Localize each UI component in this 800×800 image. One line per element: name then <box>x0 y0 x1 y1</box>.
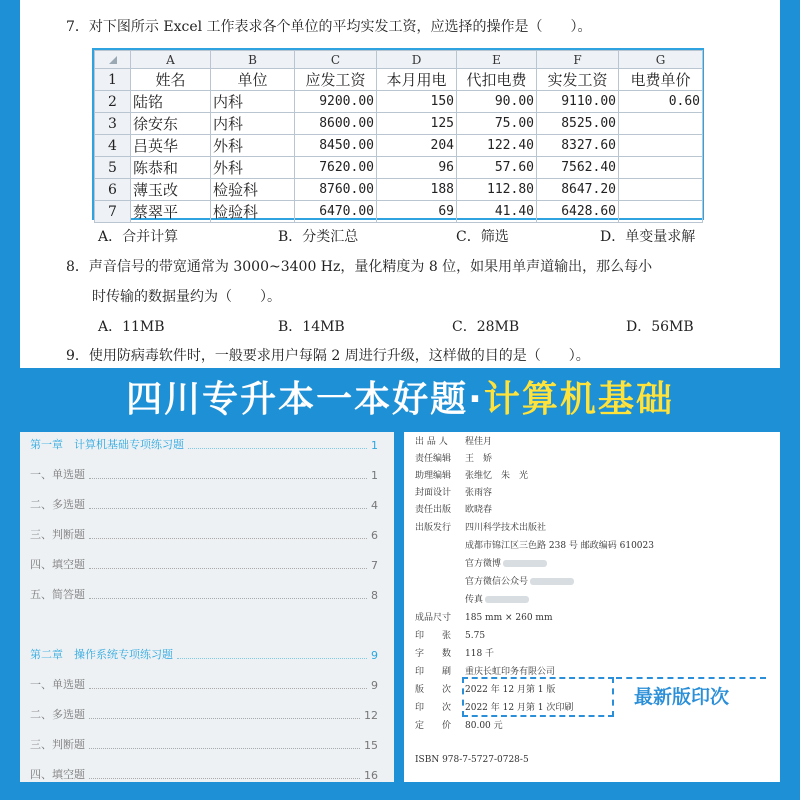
table-cell: 8525.00 <box>537 113 619 135</box>
toc-label: 四、填空题 <box>30 558 85 571</box>
copyright-label: 出 品 人 <box>415 437 448 447</box>
table-cell: 8327.60 <box>537 135 619 157</box>
col-header: B <box>211 51 295 69</box>
toc-page-number: 9 <box>371 649 378 662</box>
table-cell: 204 <box>377 135 457 157</box>
toc-entry <box>30 556 378 572</box>
table-cell: 7562.40 <box>537 157 619 179</box>
copyright-line <box>415 630 485 642</box>
toc-label: 一、单选题 <box>30 678 85 691</box>
copyright-value: 官方微博 <box>465 559 502 569</box>
copyright-line <box>415 504 492 516</box>
q8-option-c: C．28MB <box>452 319 520 335</box>
toc-page-number: 1 <box>371 439 378 452</box>
table-cell: 57.60 <box>457 157 537 179</box>
table-cell: 检验科 <box>211 201 295 223</box>
copyright-line <box>415 754 529 766</box>
toc-leader-dots <box>89 718 360 719</box>
question-8-line-1: 8．声音信号的带宽通常为 3000~3400 Hz，量化精度为 8 位，如果用单声道输出，那么每小 <box>66 259 653 275</box>
toc-page-number: 9 <box>371 679 378 692</box>
table-row <box>95 157 703 179</box>
copyright-line <box>415 470 528 482</box>
latest-edition-badge: 最新版印次 <box>634 686 730 708</box>
toc-page-number: 4 <box>371 499 378 512</box>
table-cell: 112.80 <box>457 179 537 201</box>
table-cell: 7620.00 <box>295 157 377 179</box>
table-cell: 122.40 <box>457 135 537 157</box>
toc-label: 一、单选题 <box>30 468 85 481</box>
table-cell: 8600.00 <box>295 113 377 135</box>
table-cell: 188 <box>377 179 457 201</box>
table-cell <box>619 201 703 223</box>
toc-leader-dots <box>188 448 367 449</box>
copyright-label: 成品尺寸 <box>415 613 452 623</box>
row-number: 4 <box>95 135 131 157</box>
banner-title-white: 四川专升本一本好题· <box>126 379 484 420</box>
table-cell: 蔡翠平 <box>131 201 211 223</box>
toc-entry <box>30 586 378 602</box>
row-number: 7 <box>95 201 131 223</box>
table-cell: 75.00 <box>457 113 537 135</box>
table-cell: 0.60 <box>619 91 703 113</box>
q7-option-b: B．分类汇总 <box>278 229 359 245</box>
table-cell: 内科 <box>211 113 295 135</box>
question-7: 7．对下图所示 Excel 工作表求各个单位的平均实发工资，应选择的操作是（ ）。 <box>66 19 592 35</box>
copyright-value: 重庆长虹印务有限公司 <box>465 667 556 677</box>
copyright-label: 出版发行 <box>415 523 452 533</box>
col-header: A <box>131 51 211 69</box>
copyright-value: 张雨容 <box>465 488 493 498</box>
row-number: 1 <box>95 69 131 91</box>
copyright-line <box>415 522 546 534</box>
toc-entry <box>30 526 378 542</box>
copyright-label: 定 价 <box>415 721 452 731</box>
copyright-label: 责任出版 <box>415 505 452 515</box>
col-header: F <box>537 51 619 69</box>
highlight-connector-line <box>616 677 766 679</box>
copyright-value: 欧晓春 <box>465 505 493 515</box>
select-all-icon <box>109 56 117 64</box>
table-cell: 检验科 <box>211 179 295 201</box>
table-cell: 8760.00 <box>295 179 377 201</box>
table-cell: 陈恭和 <box>131 157 211 179</box>
table-cell: 8450.00 <box>295 135 377 157</box>
toc-chapter <box>30 646 378 662</box>
row-number: 6 <box>95 179 131 201</box>
exam-page-top <box>20 0 780 368</box>
table-cell: 6428.60 <box>537 201 619 223</box>
table-header-row <box>95 69 703 91</box>
copyright-value: 80.00 元 <box>465 721 503 731</box>
copyright-line <box>465 558 547 570</box>
toc-entry <box>30 706 378 722</box>
q8-option-a: A．11MB <box>98 319 165 335</box>
col-header: E <box>457 51 537 69</box>
banner-title-yellow: 计算机基础 <box>483 379 674 420</box>
copyright-value: 官方微信公众号 <box>465 577 529 587</box>
toc-leader-dots <box>89 688 367 689</box>
toc-chapter <box>30 436 378 452</box>
copyright-value: ISBN 978-7-5727-0728-5 <box>415 755 529 765</box>
toc-leader-dots <box>89 748 360 749</box>
table-cell: 41.40 <box>457 201 537 223</box>
copyright-value: 王 娇 <box>465 454 493 464</box>
toc-page-number: 12 <box>364 709 378 722</box>
toc-label: 第一章 计算机基础专项练习题 <box>30 438 184 451</box>
col-header: C <box>295 51 377 69</box>
copyright-value: 185 mm × 260 mm <box>465 613 553 623</box>
q8-option-d: D．56MB <box>626 319 694 335</box>
copyright-line <box>465 540 654 552</box>
table-cell: 9110.00 <box>537 91 619 113</box>
table-row <box>95 91 703 113</box>
toc-leader-dots <box>89 478 367 479</box>
toc-leader-dots <box>89 568 367 569</box>
row-number: 3 <box>95 113 131 135</box>
toc-label: 三、判断题 <box>30 738 85 751</box>
toc-label: 五、简答题 <box>30 588 85 601</box>
blurred-text <box>503 560 547 567</box>
header-cell: 实发工资 <box>537 69 619 91</box>
table-cell <box>619 113 703 135</box>
table-cell: 吕英华 <box>131 135 211 157</box>
table-of-contents <box>20 432 394 782</box>
toc-leader-dots <box>89 598 367 599</box>
copyright-value: 2022 年 12 月第 1 次印刷 <box>465 703 574 713</box>
edition-highlight-box <box>462 677 614 717</box>
copyright-line <box>415 648 494 660</box>
row-number: 5 <box>95 157 131 179</box>
header-cell: 本月用电 <box>377 69 457 91</box>
col-header: G <box>619 51 703 69</box>
copyright-value: 成都市锦江区三色路 238 号 邮政编码 610023 <box>465 541 654 551</box>
toc-entry <box>30 466 378 482</box>
table-cell: 徐安东 <box>131 113 211 135</box>
table-row <box>95 201 703 223</box>
copyright-value: 程佳月 <box>465 437 493 447</box>
toc-label: 三、判断题 <box>30 528 85 541</box>
toc-entry <box>30 496 378 512</box>
header-cell: 姓名 <box>131 69 211 91</box>
toc-leader-dots <box>89 778 360 779</box>
copyright-value: 2022 年 12 月第 1 版 <box>465 685 556 695</box>
toc-entry <box>30 766 378 782</box>
copyright-line <box>465 594 529 606</box>
header-cell: 代扣电费 <box>457 69 537 91</box>
copyright-line <box>415 453 492 465</box>
toc-page-number: 8 <box>371 589 378 602</box>
toc-label: 二、多选题 <box>30 498 85 511</box>
copyright-value: 5.75 <box>465 631 486 641</box>
excel-table <box>94 50 703 223</box>
copyright-value: 张维忆 朱 光 <box>465 471 529 481</box>
table-cell: 外科 <box>211 135 295 157</box>
toc-entry <box>30 736 378 752</box>
copyright-value: 四川科学技术出版社 <box>465 523 547 533</box>
header-cell: 应发工资 <box>295 69 377 91</box>
excel-body <box>95 91 703 223</box>
table-cell <box>619 135 703 157</box>
question-9: 9．使用防病毒软件时，一般要求用户每隔 2 周进行升级，这样做的目的是（ ）。 <box>66 348 590 364</box>
table-cell: 8647.20 <box>537 179 619 201</box>
q8-option-b: B．14MB <box>278 319 345 335</box>
row-number: 2 <box>95 91 131 113</box>
toc-page-number: 6 <box>371 529 378 542</box>
table-cell: 125 <box>377 113 457 135</box>
toc-page-number: 16 <box>364 769 378 782</box>
toc-page-number: 7 <box>371 559 378 572</box>
copyright-line <box>415 720 503 732</box>
copyright-label: 印 次 <box>415 703 452 713</box>
copyright-line <box>415 436 492 448</box>
column-header-row <box>95 51 703 69</box>
col-header: D <box>377 51 457 69</box>
table-cell: 9200.00 <box>295 91 377 113</box>
toc-leader-dots <box>89 538 367 539</box>
toc-page-number: 15 <box>364 739 378 752</box>
copyright-label: 助理编辑 <box>415 471 452 481</box>
table-row <box>95 179 703 201</box>
header-cell: 电费单价 <box>619 69 703 91</box>
copyright-line <box>415 487 492 499</box>
table-cell: 内科 <box>211 91 295 113</box>
corner-cell <box>95 51 131 69</box>
q7-option-a: A．合并计算 <box>98 229 179 245</box>
copyright-label: 责任编辑 <box>415 454 452 464</box>
blurred-text <box>530 578 574 585</box>
table-cell: 96 <box>377 157 457 179</box>
copyright-value: 传真 <box>465 595 484 605</box>
table-row <box>95 135 703 157</box>
table-cell <box>619 179 703 201</box>
table-cell: 外科 <box>211 157 295 179</box>
copyright-value: 118 千 <box>465 649 495 659</box>
toc-page-number: 1 <box>371 469 378 482</box>
q7-option-c: C．筛选 <box>456 229 509 245</box>
table-cell: 陆铭 <box>131 91 211 113</box>
copyright-label: 印 刷 <box>415 667 452 677</box>
toc-leader-dots <box>89 508 367 509</box>
copyright-page <box>404 432 780 782</box>
copyright-label: 印 张 <box>415 631 452 641</box>
copyright-label: 封面设计 <box>415 488 452 498</box>
table-cell: 6470.00 <box>295 201 377 223</box>
copyright-line <box>465 576 574 588</box>
toc-label: 二、多选题 <box>30 708 85 721</box>
copyright-label: 版 次 <box>415 685 452 695</box>
table-row <box>95 113 703 135</box>
question-8-line-2: 时传输的数据量约为（ ）。 <box>92 289 281 305</box>
table-cell: 薄玉改 <box>131 179 211 201</box>
header-cell: 单位 <box>211 69 295 91</box>
blurred-text <box>485 596 529 603</box>
table-cell: 69 <box>377 201 457 223</box>
table-cell: 90.00 <box>457 91 537 113</box>
toc-leader-dots <box>177 658 367 659</box>
excel-worksheet <box>92 48 704 220</box>
toc-label: 四、填空题 <box>30 768 85 781</box>
copyright-label: 字 数 <box>415 649 452 659</box>
q7-option-d: D．单变量求解 <box>600 229 696 245</box>
copyright-line <box>415 612 552 624</box>
table-cell: 150 <box>377 91 457 113</box>
title-banner <box>0 368 800 432</box>
toc-label: 第二章 操作系统专项练习题 <box>30 648 173 661</box>
table-cell <box>619 157 703 179</box>
toc-entry <box>30 676 378 692</box>
